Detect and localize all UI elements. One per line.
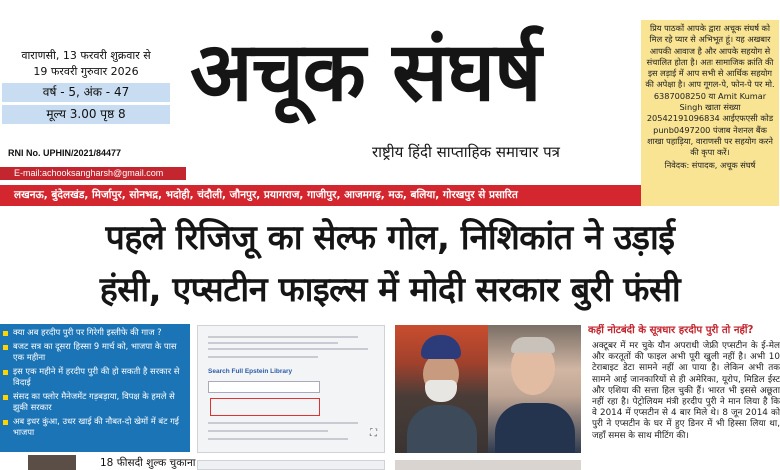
screenshot-text-line	[208, 422, 358, 424]
price-pages-box: मूल्य 3.00 पृष्ठ 8	[2, 105, 170, 124]
brief-item[interactable]	[3, 366, 187, 388]
year-issue-box: वर्ष - 5, अंक - 47	[2, 83, 170, 102]
brief-item[interactable]	[3, 327, 187, 338]
screenshot-text-line	[208, 348, 368, 350]
article-body: अक्टूबर में मर चुके यौन अपराधी जेफ्री एप्सटीन के ई-मेल और करतूतों की फाइल अभी पूरी खुली नहीं है। अभी 10 टेराबाइट डेटा सामने नहीं आ पाया है। लेकिन अभी तक सामने आई जानकारियों से ही अमेरिका, यूरोप, मिडिल ईस्ट और एशिया की सत्ता हिल चुकी हैं। भारत भी इससे अछूता नहीं रहा है। पेट्रोलियम मंत्री हरदीप पुरी ने मान लिया है कि वे 2014 में एप्सटीन से 4 बार मिले थे। 8 जून 2014 को पुरी ने एप्सटीन के घर में हुए डिनर में भी हिस्सा लिया था, जहाँ समस के साथ मीटिंग की।	[592, 341, 780, 441]
headline-line1: पहले रिजिजू का सेल्फ गोल, निशिकांत ने उड़ाई	[105, 218, 675, 258]
cities-strip: लखनऊ, बुंदेलखंड, मिर्जापुर, सोनभद्र, भदोही, चंदौली, जौनपुर, प्रयागराज, गाजीपुर, आजमगढ़, मऊ, बलिया, गोरखपुर से प्रसारित	[0, 185, 641, 206]
square-bullet-icon	[3, 345, 8, 350]
person-body-shape	[407, 405, 477, 453]
brief-text: संसद का फ्लोर मैनेजमेंट गड़बड़ाया, विपक्ष के हमले से झुकी सरकार	[13, 391, 175, 412]
screenshot-text-line	[208, 356, 318, 358]
screenshot-text-line	[208, 438, 348, 440]
newspaper-tagline: राष्ट्रीय हिंदी साप्ताहिक समाचार पत्र	[372, 143, 560, 161]
square-bullet-icon	[3, 395, 8, 400]
brief-text: इस एक महीने में हरदीप पुरी की हो सकती है सरकार से विदाई	[13, 366, 180, 387]
article-column	[588, 324, 780, 470]
brief-text: अब इधर कुंआ, उधर खाई की नौबत-दो खेमों में बंट गई भाजपा	[13, 416, 179, 437]
date-range-line2: 19 फरवरी गुरुवार 2026	[33, 65, 139, 78]
briefs-column	[0, 324, 190, 452]
newspaper-logo[interactable]: अचूक संघर्ष	[190, 25, 541, 120]
brief-item[interactable]	[3, 416, 187, 438]
epstein-library-screenshot[interactable]	[197, 325, 385, 453]
screenshot-highlight-box	[210, 398, 320, 416]
news-photo[interactable]	[395, 325, 581, 453]
screenshot-text-line	[208, 342, 338, 344]
square-bullet-icon	[3, 420, 8, 425]
brief-item[interactable]	[3, 391, 187, 413]
screenshot-title: Search Full Epstein Library	[208, 368, 293, 375]
headline-line2: हंसी, एप्सटीन फाइल्स में मोदी सरकार बुरी फंसी	[99, 270, 681, 310]
article-title[interactable]: कहीं नोटबंदी के सूत्रधार हरदीप पुरी तो नहीं?	[588, 325, 754, 336]
date-range-line1: वाराणसी, 13 फरवरी शुक्रवार से	[21, 49, 151, 62]
sub-story-text: 18 फीसदी शुल्क चुकाना	[100, 457, 196, 469]
reader-appeal-notice	[641, 20, 779, 206]
masthead-left-info	[0, 48, 172, 124]
square-bullet-icon	[3, 370, 8, 375]
hair-shape	[511, 337, 555, 353]
brief-text: बजट सत्र का दूसरा हिस्सा 9 मार्च को, भाजपा के पास एक महीना	[13, 341, 177, 362]
screenshot-text-line	[208, 430, 328, 432]
lower-photo-card[interactable]	[395, 460, 581, 470]
notice-footer: निवेदक: संपादक, अचूक संघर्ष	[664, 159, 756, 170]
brief-item[interactable]	[3, 341, 187, 363]
sub-story-thumbnail[interactable]	[28, 455, 76, 470]
notice-text: प्रिय पाठकों आपके द्वारा अचूक संघर्ष को मिल रहे प्यार से अभिभूत हूं। यह अखबार आपकी आवाज है और आपके सहयोग से संचालित होता है। अतः सामाजिक क्रांति की इस लड़ाई में आप सभी से आर्थिक सहयोग की अपेक्षा है। आप गूगल-पे, फोन-पे पर मो. 6387008250 या Amit Kumar Singh खाता संख्या 20542191096834 आईएफएसी कोड punb0497200 पंजाब नेशनल बैंक शाखा पहाड़िया, वाराणसी पर सहयोग करने की कृपा करें।	[645, 23, 775, 158]
rni-number: RNI No. UPHIN/2021/84477	[8, 148, 122, 158]
lower-screenshot-card[interactable]	[197, 460, 385, 470]
person-body-shape	[495, 403, 575, 453]
email-strip[interactable]: E-mail:achooksangharsh@gmail.com	[0, 167, 186, 180]
main-headline[interactable]	[0, 212, 780, 316]
screenshot-search-box	[208, 381, 320, 393]
scan-icon: ⛶	[370, 428, 377, 439]
brief-text: क्या अब हरदीप पुरी पर गिरेगी इस्तीफे की गाज ?	[13, 327, 162, 337]
square-bullet-icon	[3, 331, 8, 336]
screenshot-text-line	[208, 336, 358, 338]
